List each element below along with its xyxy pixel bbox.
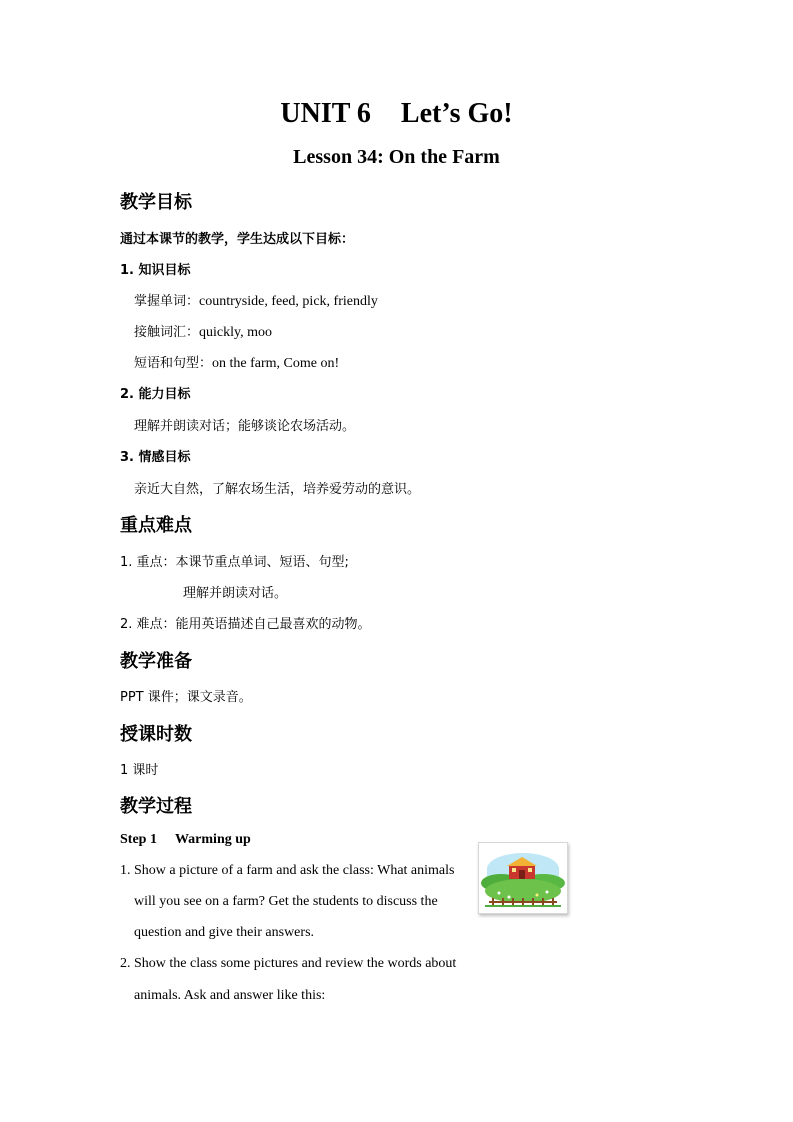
hours-text: 1 课时 — [120, 763, 159, 778]
key-point-2: 2. 难点：能用英语描述自己最喜欢的动物。 — [120, 617, 371, 632]
objectives-heading: 教学目标 — [120, 192, 192, 213]
contact-words-value: quickly, moo — [199, 325, 272, 340]
master-words-line — [134, 290, 378, 310]
unit-title — [0, 98, 793, 130]
farm-illustration — [479, 843, 567, 913]
emotion-text: 亲近大自然，了解农场生活，培养爱劳动的意识。 — [134, 482, 421, 497]
step1-item1-line1: 1. Show a picture of a farm and ask the class: What animals — [120, 863, 455, 878]
lesson-title: Lesson 34: On the Farm — [293, 146, 500, 168]
knowledge-heading: 1. 知识目标 — [120, 263, 191, 278]
contact-words-label: 接触词汇： — [134, 325, 200, 340]
phrases-line — [134, 352, 339, 372]
key-points-heading: 重点难点 — [120, 515, 192, 536]
phrases-value: on the farm, Come on! — [212, 356, 340, 371]
phrases-label: 短语和句型： — [134, 356, 213, 371]
step1-label: Step 1 — [120, 832, 157, 847]
ability-text: 理解并朗读对话；能够谈论农场活动。 — [134, 419, 356, 434]
step1-item2-line2: animals. Ask and answer like this: — [134, 988, 326, 1003]
objectives-intro: 通过本课节的教学，学生达成以下目标： — [120, 232, 355, 247]
preparation-heading: 教学准备 — [120, 651, 192, 672]
hours-heading: 授课时数 — [120, 724, 192, 745]
step1-item1-line3: question and give their answers. — [134, 925, 315, 940]
ability-heading: 2. 能力目标 — [120, 387, 191, 402]
emotion-heading: 3. 情感目标 — [120, 450, 191, 465]
step1-title: Warming up — [174, 832, 251, 847]
unit-name: Let’s Go! — [400, 98, 513, 129]
step1-item1-line2: will you see on a farm? Get the students to discuss the — [134, 894, 438, 909]
unit-number: UNIT 6 — [280, 98, 371, 129]
process-heading: 教学过程 — [120, 796, 192, 817]
master-words-label: 掌握单词： — [134, 294, 200, 309]
key-point-1: 1. 重点：本课节重点单词、短语、句型; — [120, 555, 349, 570]
farm-picture — [478, 842, 568, 914]
step1-item2-line1: 2. Show the class some pictures and review the words about — [120, 956, 457, 971]
step1-heading — [120, 832, 251, 848]
master-words-value: countryside, feed, pick, friendly — [199, 294, 378, 309]
key-point-1-cont: 理解并朗读对话。 — [183, 586, 288, 601]
contact-words-line — [134, 321, 272, 341]
preparation-text: PPT 课件；课文录音。 — [120, 690, 252, 705]
